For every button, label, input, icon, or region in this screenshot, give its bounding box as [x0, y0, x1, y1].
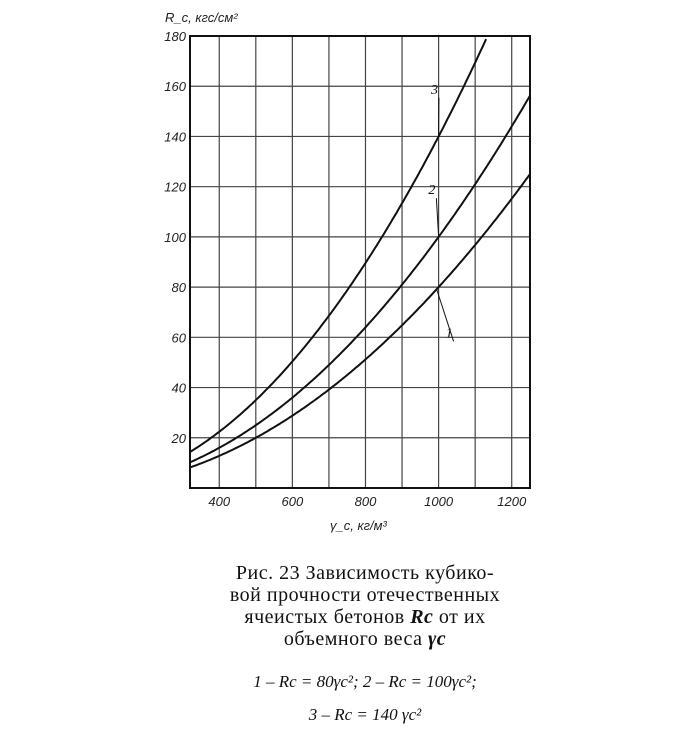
curves — [190, 39, 530, 467]
y-tick-label-160: 160 — [164, 79, 186, 95]
caption-symbol-r: Rc — [410, 606, 434, 628]
caption-line-3 — [150, 606, 580, 628]
caption-line-1: Рис. 23 Зависимость кубико- — [235, 562, 495, 584]
x-tick-label-800: 800 — [354, 494, 377, 509]
x-axis-label: γ_c, кг/м³ — [330, 518, 387, 533]
series-line-1 — [190, 174, 530, 467]
y-tick-label-60: 60 — [171, 330, 186, 346]
y-tick-label-120: 120 — [164, 179, 186, 195]
curve-label-1: 1 — [445, 326, 453, 342]
caption-line-2: вой прочности отечественных — [229, 584, 501, 606]
y-tick-label-40: 40 — [171, 380, 186, 396]
formula-line-2: 3 – Rc = 140 γc² — [308, 705, 422, 724]
x-tick-label-1000: 1000 — [424, 494, 454, 509]
y-axis-label: R_c, кгс/см² — [165, 10, 238, 25]
caption-text-4: от их — [438, 606, 486, 628]
caption-symbol-gamma: γc — [427, 628, 447, 650]
x-tick-labels — [208, 494, 527, 509]
series-line-3 — [190, 39, 486, 452]
curve-labels — [428, 83, 453, 342]
curve-label-3: 3 — [430, 82, 438, 98]
caption-text-3: ячеистых бетонов — [244, 606, 405, 628]
caption-line-4 — [150, 628, 580, 650]
grid — [190, 36, 530, 488]
y-tick-label-100: 100 — [164, 229, 186, 245]
caption-text-5: объемного веса — [283, 628, 423, 650]
x-tick-label-1200: 1200 — [497, 494, 527, 509]
x-tick-label-400: 400 — [208, 494, 231, 509]
y-tick-label-80: 80 — [171, 280, 186, 296]
y-tick-label-20: 20 — [171, 430, 186, 446]
series-line-2 — [190, 96, 530, 463]
plot-frame — [190, 36, 530, 488]
y-tick-labels — [164, 29, 186, 446]
figure-caption — [150, 562, 580, 650]
y-tick-label-180: 180 — [164, 29, 186, 44]
x-tick-label-600: 600 — [281, 494, 304, 509]
y-tick-label-140: 140 — [164, 129, 186, 145]
formula-line-1: 1 – Rc = 80γc²; 2 – Rc = 100γc²; — [253, 672, 477, 691]
curve-label-2: 2 — [428, 183, 436, 199]
